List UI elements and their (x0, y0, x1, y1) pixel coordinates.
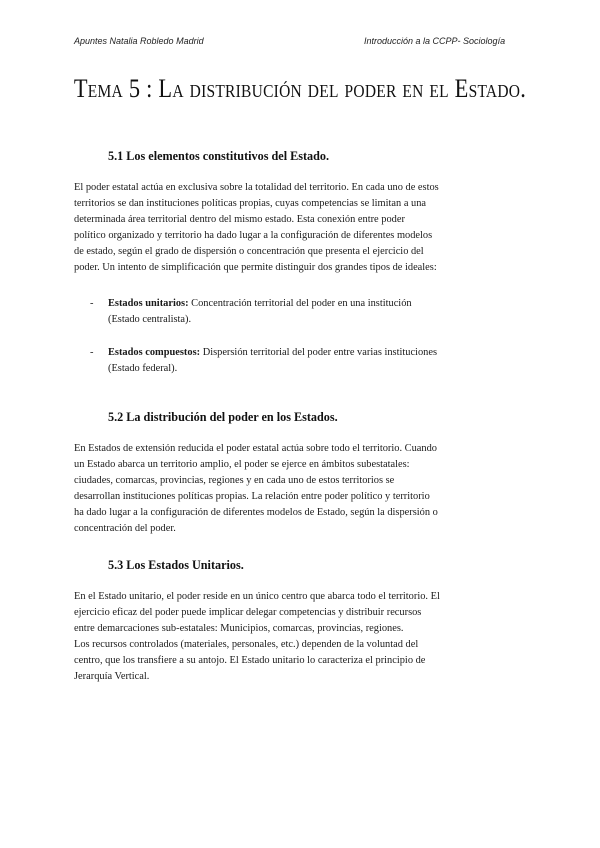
paragraph-line: Jerarquía Vertical. (74, 671, 150, 683)
bullet-text: Concentración territorial del poder en una institución (188, 298, 412, 309)
section-5-3-paragraph (74, 589, 536, 686)
paragraph-line: ejercicio eficaz del poder puede implicar delegar competencias y distribuir recursos (74, 607, 422, 619)
paragraph-line: entre demarcaciones sub-estatales: Municipios, comarcas, provincias, regiones. (74, 623, 404, 635)
paragraph-line: determinada área territorial dentro del mismo estado. Esta conexión entre poder (74, 214, 405, 226)
bullet-text: Dispersión territorial del poder entre varias instituciones (200, 347, 437, 358)
section-5-1-paragraph (74, 180, 536, 277)
paragraph-line: territorios se dan instituciones políticas propias, cuyas competencias se limitan a una (74, 198, 427, 210)
bullet-text-cont: (Estado centralista). (108, 314, 192, 326)
paragraph-line: concentración del poder. (74, 523, 176, 535)
bullet-dash: - (90, 347, 94, 358)
paragraph-line: En Estados de extensión reducida el poder estatal actúa sobre todo el territorio. Cuando (74, 443, 437, 454)
section-5-2-paragraph (74, 441, 536, 538)
paragraph-line: En el Estado unitario, el poder reside en un único centro que abarca todo el territorio. El (74, 591, 440, 602)
paragraph-line: un Estado abarca un territorio amplio, el poder se ejerce en ámbitos subestatales: (74, 459, 410, 471)
paragraph-line: desarrollan instituciones políticas propias. La relación entre poder político y territorio (74, 491, 430, 503)
paragraph-line: ciudades, comarcas, provincias, regiones y en cada uno de estos territorios se (74, 475, 395, 487)
bullet-term: Estados unitarios: (108, 298, 189, 309)
paragraph-line: poder. Un intento de simplificación que permite distinguir dos grandes tipos de ideales: (74, 262, 437, 274)
paragraph-line: de estado, según el grado de dispersión o concentración que presenta el ejercicio del (74, 246, 424, 258)
paragraph-line: El poder estatal actúa en exclusiva sobre la totalidad del territorio. En cada uno de estos (74, 182, 439, 193)
bullet-term: Estados compuestos: (108, 347, 201, 358)
paragraph-line: político organizado y territorio ha dado lugar a la configuración de diferentes modelos (74, 230, 433, 242)
header-course: Introducción a la CCPP- Sociología (364, 36, 506, 46)
bullet-text-cont: (Estado federal). (108, 363, 178, 375)
section-heading-5-3: 5.3 Los Estados Unitarios. (108, 558, 244, 572)
paragraph-line: Los recursos controlados (materiales, personales, etc.) dependen de la voluntad del (74, 639, 419, 651)
section-heading-5-2: 5.2 La distribución del poder en los Estados. (108, 410, 338, 424)
page-title: Tema 5 : La distribución del poder en el Estado. (73, 74, 527, 103)
header-author: Apuntes Natalia Robledo Madrid (74, 36, 204, 46)
paragraph-line: centro, que los transfiere a su antojo. El Estado unitario lo caracteriza el principio de (74, 655, 426, 667)
section-heading-5-1: 5.1 Los elementos constitutivos del Estado. (108, 149, 330, 163)
bullet-dash: - (90, 298, 94, 309)
paragraph-line: ha dado lugar a la configuración de diferentes modelos de Estado, según la dispersión o (74, 507, 438, 519)
